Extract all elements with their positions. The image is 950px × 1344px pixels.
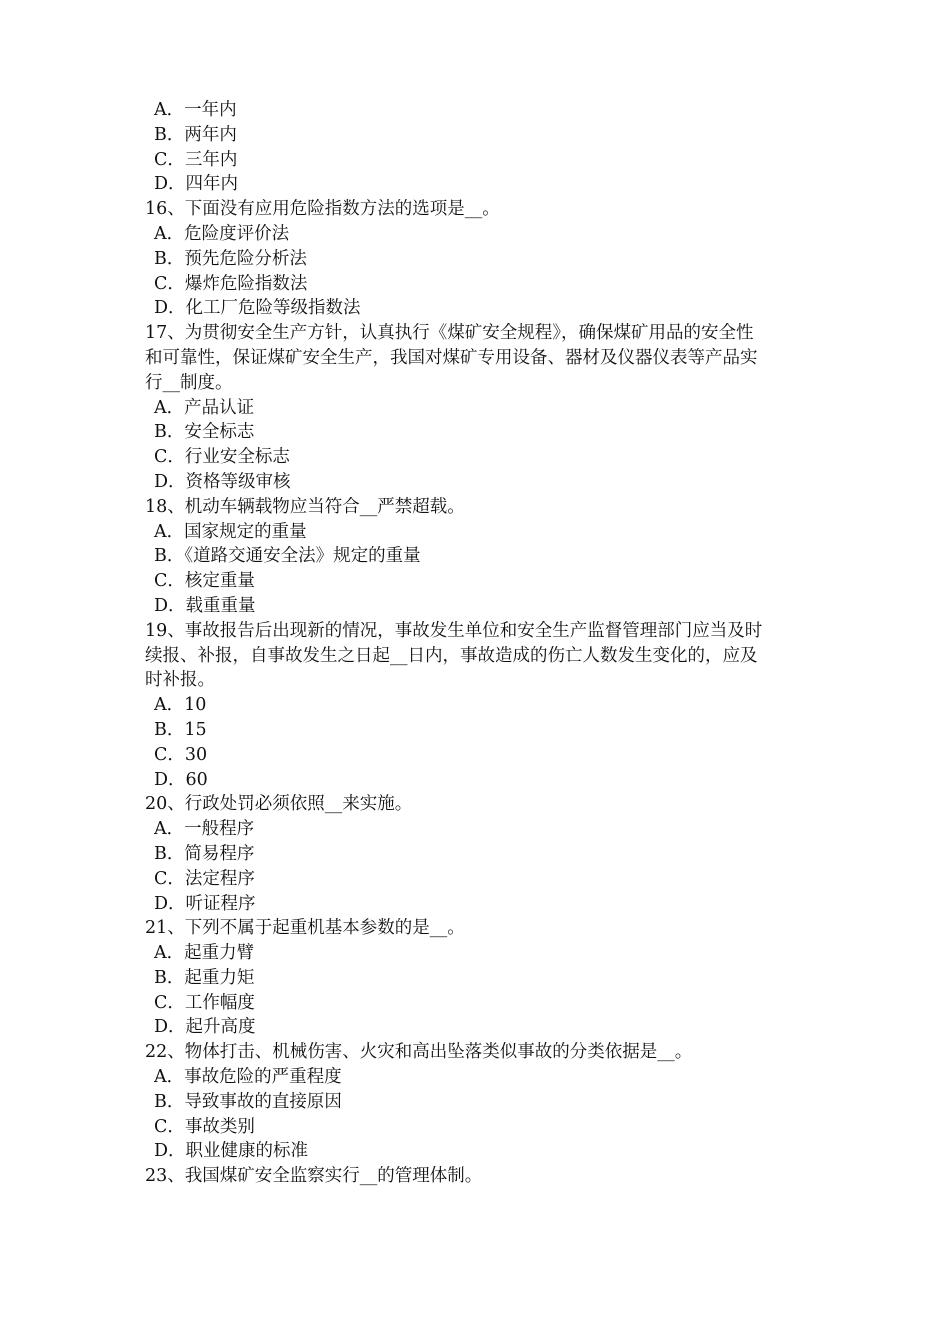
question-text-line: 20、行政处罚必须依照__来实施。	[145, 794, 413, 815]
question-text-line: 续报、补报，自事故发生之日起__日内，事故造成的伤亡人数发生变化的，应及	[145, 645, 758, 666]
answer-option-line: B．安全标志	[154, 422, 255, 443]
answer-option-line: A．10	[154, 695, 207, 716]
answer-option-line: C．工作幅度	[154, 992, 255, 1013]
answer-option-line: C．行业安全标志	[154, 447, 290, 468]
question-text-line: 17、为贯彻安全生产方针，认真执行《煤矿安全规程》，确保煤矿用品的安全性	[145, 323, 754, 344]
question-text-line: 16、下面没有应用危险指数方法的选项是__。	[145, 199, 500, 220]
answer-option-line: A．一年内	[154, 100, 237, 120]
answer-option-line: C．事故类别	[154, 1116, 255, 1137]
answer-option-line: A．国家规定的重量	[154, 521, 307, 542]
question-text-line: 18、机动车辆载物应当符合__严禁超载。	[145, 496, 465, 517]
answer-option-line: B．预先危险分析法	[154, 248, 307, 269]
answer-option-line: D．四年内	[154, 174, 239, 195]
question-text-line: 22、物体打击、机械伤害、火灾和高出坠落类似事故的分类依据是__。	[145, 1042, 693, 1063]
answer-option-line: C．法定程序	[154, 868, 255, 889]
answer-option-line: B．简易程序	[154, 843, 255, 864]
question-text-line: 23、我国煤矿安全监察实行__的管理体制。	[145, 1166, 483, 1187]
answer-option-line: D．起升高度	[154, 1017, 256, 1038]
answer-option-line: A．事故危险的严重程度	[154, 1067, 342, 1088]
answer-option-line: B．起重力矩	[154, 967, 255, 988]
answer-option-line: D．资格等级审核	[154, 471, 291, 492]
answer-option-line: D．载重重量	[154, 595, 256, 616]
answer-option-line: B．导致事故的直接原因	[154, 1091, 342, 1112]
question-text-line: 和可靠性，保证煤矿安全生产，我国对煤矿专用设备、器材及仪器仪表等产品实	[145, 347, 758, 368]
answer-option-line: C．三年内	[154, 149, 238, 170]
answer-option-line: C．30	[154, 744, 208, 765]
answer-option-line: A．危险度评价法	[154, 223, 290, 244]
answer-option-line: B．《道路交通安全法》规定的重量	[154, 546, 421, 567]
answer-option-line: A．起重力臂	[154, 943, 255, 964]
answer-option-line: B．15	[154, 719, 207, 740]
answer-option-line: A．产品认证	[154, 397, 255, 418]
answer-option-line: C．爆炸危险指数法	[154, 273, 308, 294]
answer-option-line: B．两年内	[154, 124, 237, 145]
question-text-line: 19、事故报告后出现新的情况，事故发生单位和安全生产监督管理部门应当及时	[145, 620, 763, 641]
answer-option-line: D．听证程序	[154, 893, 256, 914]
exam-question-list	[145, 98, 815, 1189]
question-text-line: 21、下列不属于起重机基本参数的是__。	[145, 918, 465, 939]
answer-option-line: A．一般程序	[154, 819, 255, 840]
answer-option-line: C．核定重量	[154, 571, 255, 592]
answer-option-line: D．化工厂危险等级指数法	[154, 298, 361, 319]
answer-option-line: D．职业健康的标准	[154, 1141, 309, 1162]
answer-option-line: D．60	[154, 769, 208, 790]
question-text-line: 时补报。	[145, 670, 215, 691]
question-text-line: 行__制度。	[145, 372, 233, 393]
